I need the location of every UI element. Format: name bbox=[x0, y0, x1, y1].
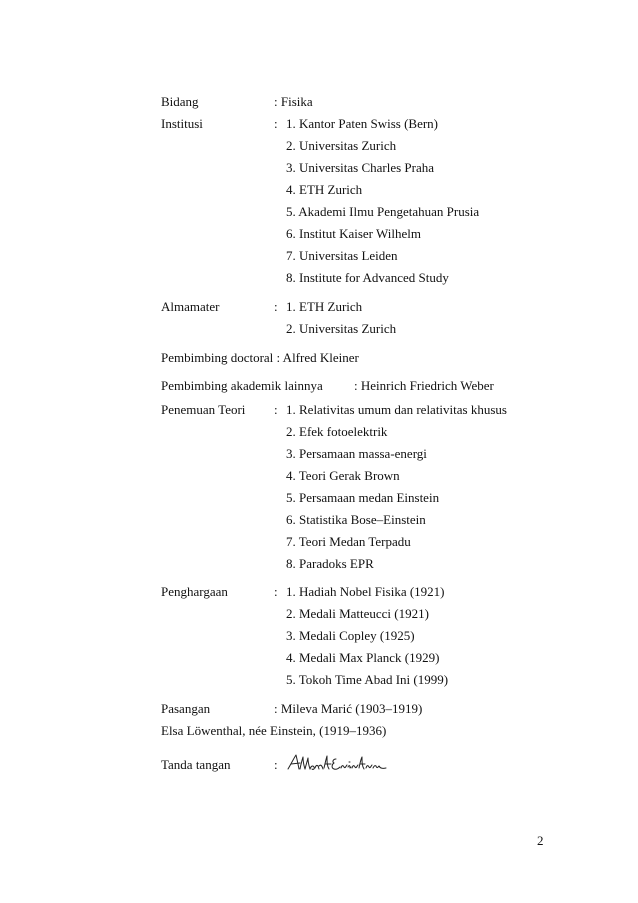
institusi-item: 2. Universitas Zurich bbox=[286, 138, 397, 153]
pembimbing-akademik-value: : Heinrich Friedrich Weber bbox=[354, 378, 494, 393]
penghargaan-item: 1. Hadiah Nobel Fisika (1921) bbox=[286, 584, 445, 599]
institusi-item: 1. Kantor Paten Swiss (Bern) bbox=[286, 116, 439, 131]
institusi-colon: : bbox=[274, 116, 278, 131]
penemuan-teori-item: 1. Relativitas umum dan relativitas khusus bbox=[286, 402, 507, 417]
penemuan-teori-label: Penemuan Teori bbox=[161, 402, 246, 417]
almamater-colon: : bbox=[274, 299, 278, 314]
pembimbing-doktoral: Pembimbing doctoral : Alfred Kleiner bbox=[161, 350, 359, 365]
penemuan-teori-item: 5. Persamaan medan Einstein bbox=[286, 490, 440, 505]
page-number: 2 bbox=[537, 833, 544, 848]
institusi-item: 7. Universitas Leiden bbox=[286, 248, 398, 263]
penghargaan-item: 5. Tokoh Time Abad Ini (1999) bbox=[286, 672, 449, 687]
penghargaan-item: 4. Medali Max Planck (1929) bbox=[286, 650, 440, 665]
almamater-item: 2. Universitas Zurich bbox=[286, 321, 397, 336]
tanda-tangan-label: Tanda tangan bbox=[161, 757, 231, 772]
penemuan-teori-item: 4. Teori Gerak Brown bbox=[286, 468, 400, 483]
penghargaan-colon: : bbox=[274, 584, 278, 599]
penemuan-teori-item: 6. Statistika Bose–Einstein bbox=[286, 512, 426, 527]
tanda-tangan-colon: : bbox=[274, 757, 278, 772]
institusi-item: 8. Institute for Advanced Study bbox=[286, 270, 449, 285]
penghargaan-label: Penghargaan bbox=[161, 584, 228, 599]
bidang-value: : Fisika bbox=[274, 94, 313, 109]
penghargaan-item: 2. Medali Matteucci (1921) bbox=[286, 606, 429, 621]
institusi-item: 4. ETH Zurich bbox=[286, 182, 363, 197]
almamater-item: 1. ETH Zurich bbox=[286, 299, 363, 314]
institusi-label: Institusi bbox=[161, 116, 203, 131]
pasangan-value: : Mileva Marić (1903–1919) bbox=[274, 701, 423, 716]
institusi-item: 6. Institut Kaiser Wilhelm bbox=[286, 226, 421, 241]
penemuan-teori-item: 7. Teori Medan Terpadu bbox=[286, 534, 411, 549]
penemuan-teori-item: 8. Paradoks EPR bbox=[286, 556, 374, 571]
pasangan-label: Pasangan bbox=[161, 701, 211, 716]
institusi-item: 3. Universitas Charles Praha bbox=[286, 160, 435, 175]
penemuan-teori-item: 2. Efek fotoelektrik bbox=[286, 424, 388, 439]
penemuan-teori-colon: : bbox=[274, 402, 278, 417]
signature-image bbox=[286, 754, 392, 774]
penghargaan-item: 3. Medali Copley (1925) bbox=[286, 628, 415, 643]
pembimbing-akademik-label: Pembimbing akademik lainnya bbox=[161, 378, 323, 393]
almamater-label: Almamater bbox=[161, 299, 220, 314]
pasangan-extra: Elsa Löwenthal, née Einstein, (1919–1936) bbox=[161, 723, 387, 738]
institusi-item: 5. Akademi Ilmu Pengetahuan Prusia bbox=[286, 204, 480, 219]
penemuan-teori-item: 3. Persamaan massa-energi bbox=[286, 446, 427, 461]
bidang-label: Bidang bbox=[161, 94, 199, 109]
